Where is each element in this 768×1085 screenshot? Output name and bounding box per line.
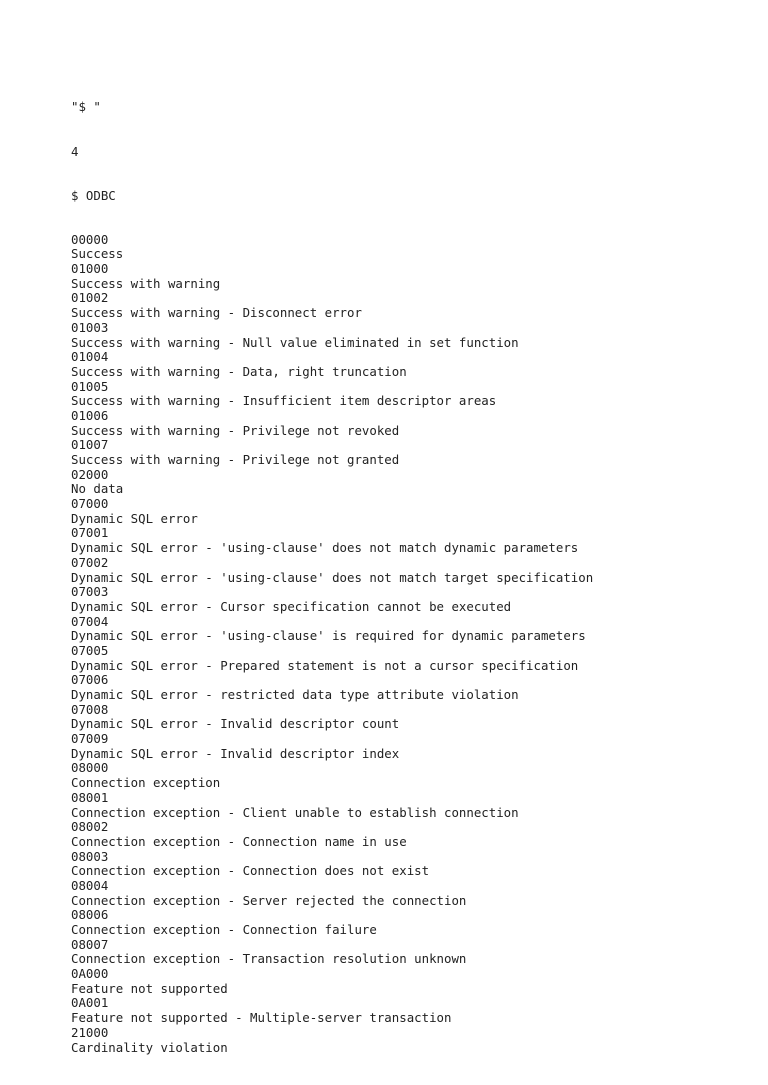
sqlstate-description: Dynamic SQL error (71, 510, 198, 526)
sqlstate-description: Dynamic SQL error - Cursor specification cannot be executed (71, 598, 512, 614)
sqlstate-description: Dynamic SQL error - Invalid descriptor index (71, 745, 400, 761)
sqlstate-code: 08006 (71, 907, 109, 923)
sqlstate-description: Cardinality violation (71, 1039, 228, 1055)
header-line: $ ODBC (71, 187, 116, 203)
sqlstate-description: Connection exception - Client unable to establish connection (71, 804, 519, 820)
sqlstate-code: 07004 (71, 613, 109, 629)
header-line: "$ " (71, 99, 101, 115)
sqlstate-code: 01007 (71, 437, 109, 453)
sqlstate-code: 01000 (71, 261, 109, 277)
sqlstate-description: Connection exception - Connection failure (71, 922, 377, 937)
sqlstate-description: No data (71, 481, 124, 497)
sqlstate-code: 07005 (71, 642, 109, 658)
sqlstate-code: 08003 (71, 848, 109, 864)
header-line: 4 (71, 143, 79, 159)
sqlstate-description: Success with warning - Null value eliminated in set function (71, 334, 519, 350)
sqlstate-description: Success with warning - Privilege not revoked (71, 422, 400, 438)
sqlstate-code: 07008 (71, 701, 109, 717)
sqlstate-code: 07001 (71, 525, 109, 541)
sqlstate-list (71, 233, 751, 1056)
sqlstate-code: 08004 (71, 877, 109, 893)
sqlstate-code: 01005 (71, 378, 109, 394)
sqlstate-description: Success (71, 246, 124, 262)
sqlstate-description: Success with warning (71, 275, 221, 291)
sqlstate-description: Success with warning - Data, right truncation (71, 363, 407, 379)
sqlstate-description: Connection exception - Connection name in use (71, 833, 407, 849)
sqlstate-code: 01002 (71, 290, 109, 306)
sqlstate-code: 07006 (71, 672, 109, 688)
sqlstate-code: 07002 (71, 554, 109, 570)
sqlstate-code: 01006 (71, 407, 109, 423)
sqlstate-code: 07000 (71, 496, 109, 512)
sqlstate-description: Success with warning - Disconnect error (71, 305, 362, 321)
sqlstate-description: Dynamic SQL error - restricted data type attribute violation (71, 687, 519, 702)
sqlstate-description: Dynamic SQL error - 'using-clause' is required for dynamic parameters (71, 628, 586, 644)
sqlstate-code: 01004 (71, 349, 109, 365)
sqlstate-code: 01003 (71, 319, 109, 335)
sqlstate-code: 0A000 (71, 966, 109, 982)
sqlstate-description: Feature not supported (71, 980, 228, 996)
sqlstate-code: 02000 (71, 466, 109, 482)
sqlstate-code: 07009 (71, 731, 109, 747)
sqlstate-description: Dynamic SQL error - 'using-clause' does not match target specification (71, 569, 594, 585)
sqlstate-code: 08002 (71, 819, 109, 835)
sqlstate-description: Connection exception - Server rejected the connection (71, 892, 467, 908)
sqlstate-description: Connection exception (71, 775, 221, 791)
sqlstate-description: Connection exception - Transaction resolution unknown (71, 951, 467, 967)
sqlstate-description: Connection exception - Connection does not exist (71, 863, 430, 879)
sqlstate-description: Dynamic SQL error - Prepared statement is not a cursor specification (71, 657, 579, 673)
sqlstate-description: Dynamic SQL error - 'using-clause' does not match dynamic parameters (71, 540, 579, 556)
document-body (71, 71, 751, 1085)
sqlstate-code: 00000 (71, 231, 109, 247)
sqlstate-code: 08000 (71, 760, 109, 776)
sqlstate-code: 0A001 (71, 995, 109, 1011)
sqlstate-code: 08001 (71, 789, 109, 805)
sqlstate-description: Dynamic SQL error - Invalid descriptor count (71, 716, 400, 732)
sqlstate-description: Success with warning - Insufficient item descriptor areas (71, 393, 497, 409)
sqlstate-code: 08007 (71, 936, 109, 952)
sqlstate-code: 07003 (71, 584, 109, 600)
sqlstate-code: 21000 (71, 1024, 109, 1040)
sqlstate-description: Feature not supported - Multiple-server transaction (71, 1010, 452, 1026)
sqlstate-description: Success with warning - Privilege not granted (71, 452, 400, 467)
